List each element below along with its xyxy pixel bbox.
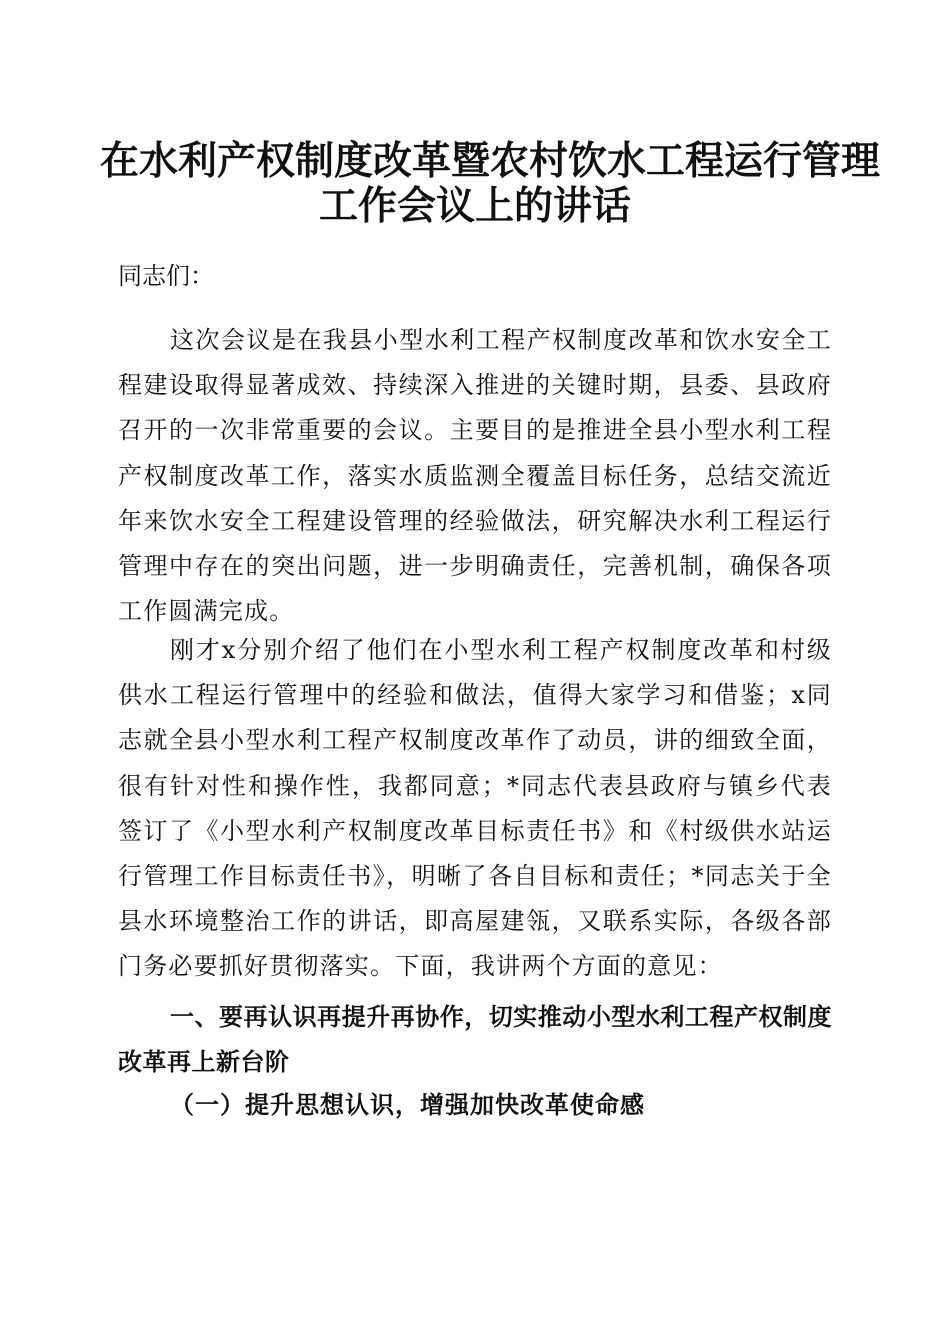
section-heading: 一、要再认识再提升再协作，切实推动小型水利工程产权制度改革再上新台阶 <box>118 1003 832 1076</box>
body-paragraph: 刚才x分别介绍了他们在小型水利工程产权制度改革和村级供水工程运行管理中的经验和做法，值得大家学习和借鉴；x同志就全县小型水利工程产权制度改革作了动员，讲的细致全面，很有针对性和操作性，我都同意；*同志代表县政府与镇乡代表签订了《小型水利产权制度改革目标责任书》和《村级供水站运行管理工作目标责任书》，明晰了各自目标和责任；*同志关于全县水环境整治工作的讲话，即高屋建瓴，又联系实际，各级各部门务必要抓好贯彻落实。下面，我讲两个方面的意见： <box>118 636 832 981</box>
document-title-line-2: 工作会议上的讲话 <box>318 183 631 229</box>
body-paragraph: 这次会议是在我县小型水利工程产权制度改革和饮水安全工程建设取得显著成效、持续深入推进的关键时期，县委、县政府召开的一次非常重要的会议。主要目的是推进全县小型水利工程产权制度改革工作，落实水质监测全覆盖目标任务，总结交流近年来饮水安全工程建设管理的经验做法，研究解决水利工程运行管理中存在的突出问题，进一步明确责任，完善机制，确保各项工作圆满完成。 <box>118 326 832 626</box>
document-title-line-1: 在水利产权制度改革暨农村饮水工程运行管理 <box>100 138 881 184</box>
subsection-heading: （一）提升思想认识，增强加快改革使命感 <box>170 1090 645 1119</box>
salutation: 同志们： <box>118 262 214 290</box>
